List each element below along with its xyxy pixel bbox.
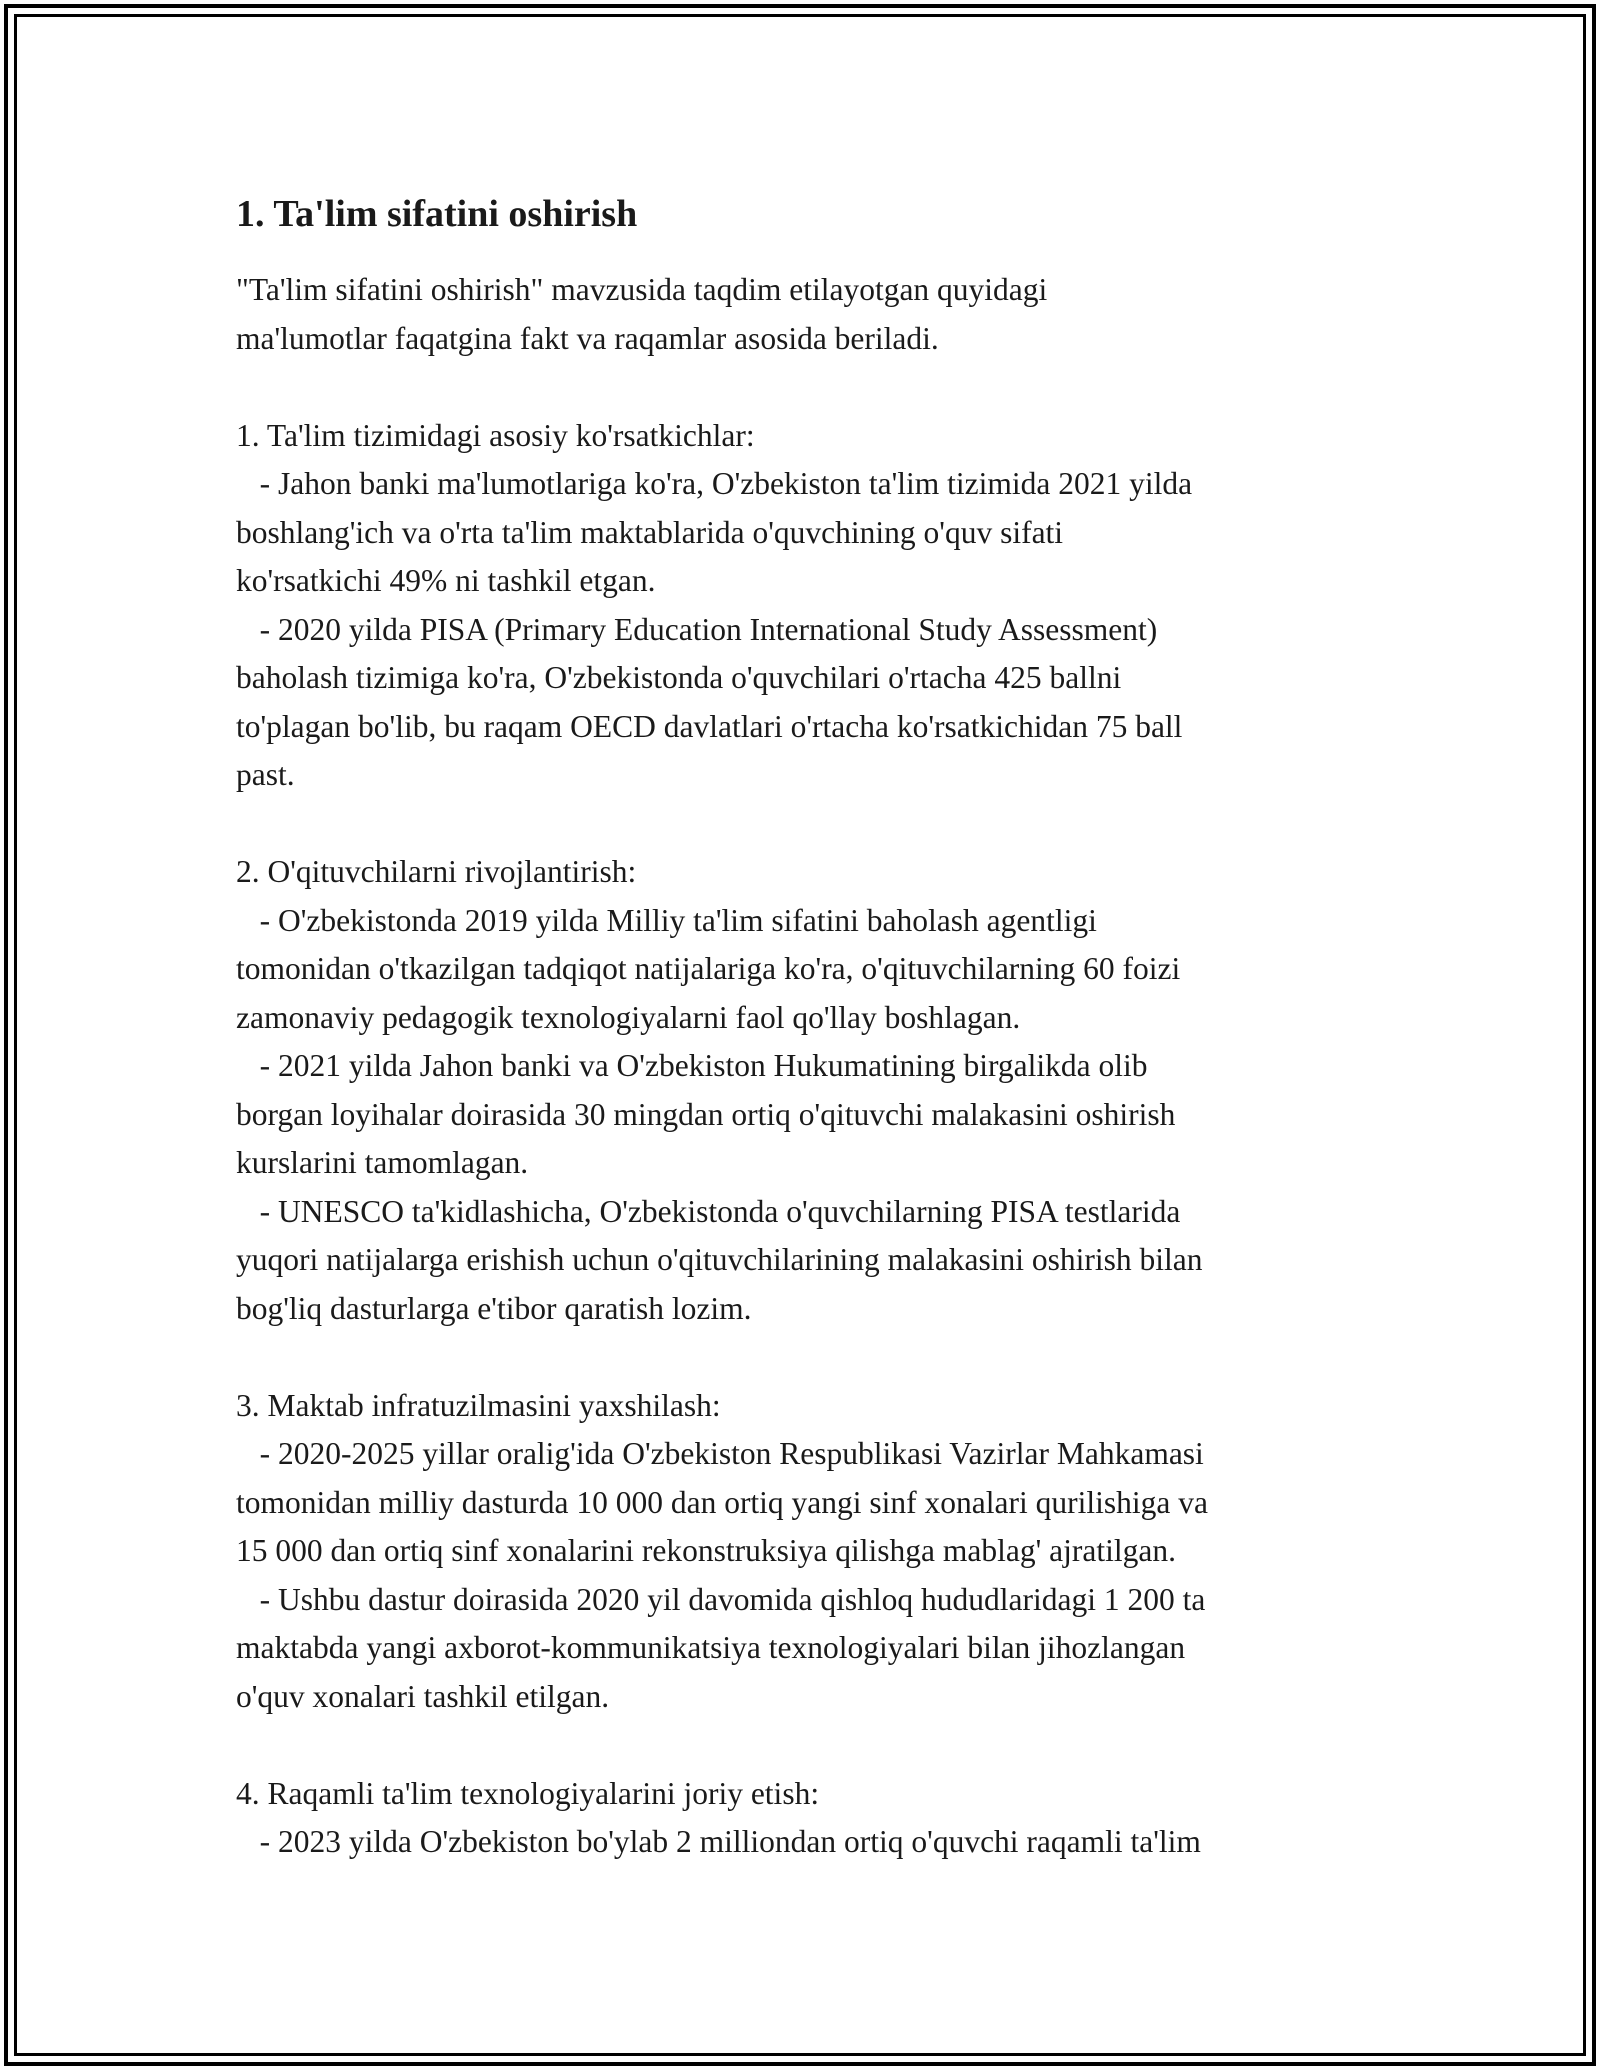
section-2-item-2: - 2021 yilda Jahon banki va O'zbekiston Hukumatining birgalikda olib borgan loyihalar doirasida 30 mingdan ortiq o'qituvchi malakasini oshirish kurslarini tamomlagan. — [236, 1048, 1176, 1180]
spacer — [236, 363, 1416, 412]
document-title: 1. Ta'lim sifatini oshirish — [236, 193, 638, 235]
section-3-heading: 3. Maktab infratuzilmasini yaxshilash: — [236, 1387, 721, 1423]
section-4-item-1: - 2023 yilda O'zbekiston bo'ylab 2 milliondan ortiq o'quvchi raqamli ta'lim — [236, 1824, 1201, 1859]
intro-paragraph: "Ta'lim sifatini oshirish" mavzusida taqdim etilayotgan quyidagi ma'lumotlar faqatgina fakt va raqamlar asosida beriladi. — [236, 272, 1048, 356]
spacer — [236, 1721, 1416, 1770]
spacer — [236, 1333, 1416, 1382]
spacer — [236, 800, 1416, 849]
section-1-heading: 1. Ta'lim tizimidagi asosiy ko'rsatkichlar: — [236, 417, 755, 453]
section-3-item-2: - Ushbu dastur doirasida 2020 yil davomida qishloq hududlaridagi 1 200 ta maktabda yangi axborot-kommunikatsiya texnologiyalari bilan jihozlangan o'quv xonalari tashkil etilgan. — [236, 1581, 1206, 1714]
section-2-heading: 2. O'qituvchilarni rivojlantirish: — [236, 854, 637, 889]
section-1-item-2: - 2020 yilda PISA (Primary Education International Study Assessment) baholash tizimiga ko'ra, O'zbekistonda o'quvchilari o'rtacha 425 ballni to'plagan bo'lib, bu raqam OECD davlatlari o'rtacha ko'rsatkichidan 75 ball past. — [236, 611, 1183, 792]
section-2-item-3: - UNESCO ta'kidlashicha, O'zbekistonda o'quvchilarning PISA testlarida yuqori natijalarga erishish uchun o'qituvchilarining malakasini oshirish bilan bog'liq dasturlarga e'tibor qaratish lozim. — [236, 1193, 1203, 1326]
section-1-item-1: - Jahon banki ma'lumotlariga ko'ra, O'zbekiston ta'lim tizimida 2021 yilda boshlang'ich va o'rta ta'lim maktablarida o'quvchining o'quv sifati ko'rsatkichi 49% ni tashkil etgan. — [236, 466, 1193, 598]
document-body — [236, 184, 1416, 1867]
section-4-heading: 4. Raqamli ta'lim texnologiyalarini joriy etish: — [236, 1775, 820, 1811]
section-3-item-1: - 2020-2025 yillar oralig'ida O'zbekiston Respublikasi Vazirlar Mahkamasi tomonidan milliy dasturda 10 000 dan ortiq yangi sinf xonalari qurilishiga va 15 000 dan ortiq sinf xonalarini rekonstruksiya qilishga mablag' ajratilgan. — [236, 1436, 1208, 1568]
section-2-item-1: - O'zbekistonda 2019 yilda Milliy ta'lim sifatini baholash agentligi tomonidan o'tkazilgan tadqiqot natijalariga ko'ra, o'qituvchilarning 60 foizi zamonaviy pedagogik texnologiyalarni faol qo'llay boshlagan. — [236, 902, 1181, 1035]
